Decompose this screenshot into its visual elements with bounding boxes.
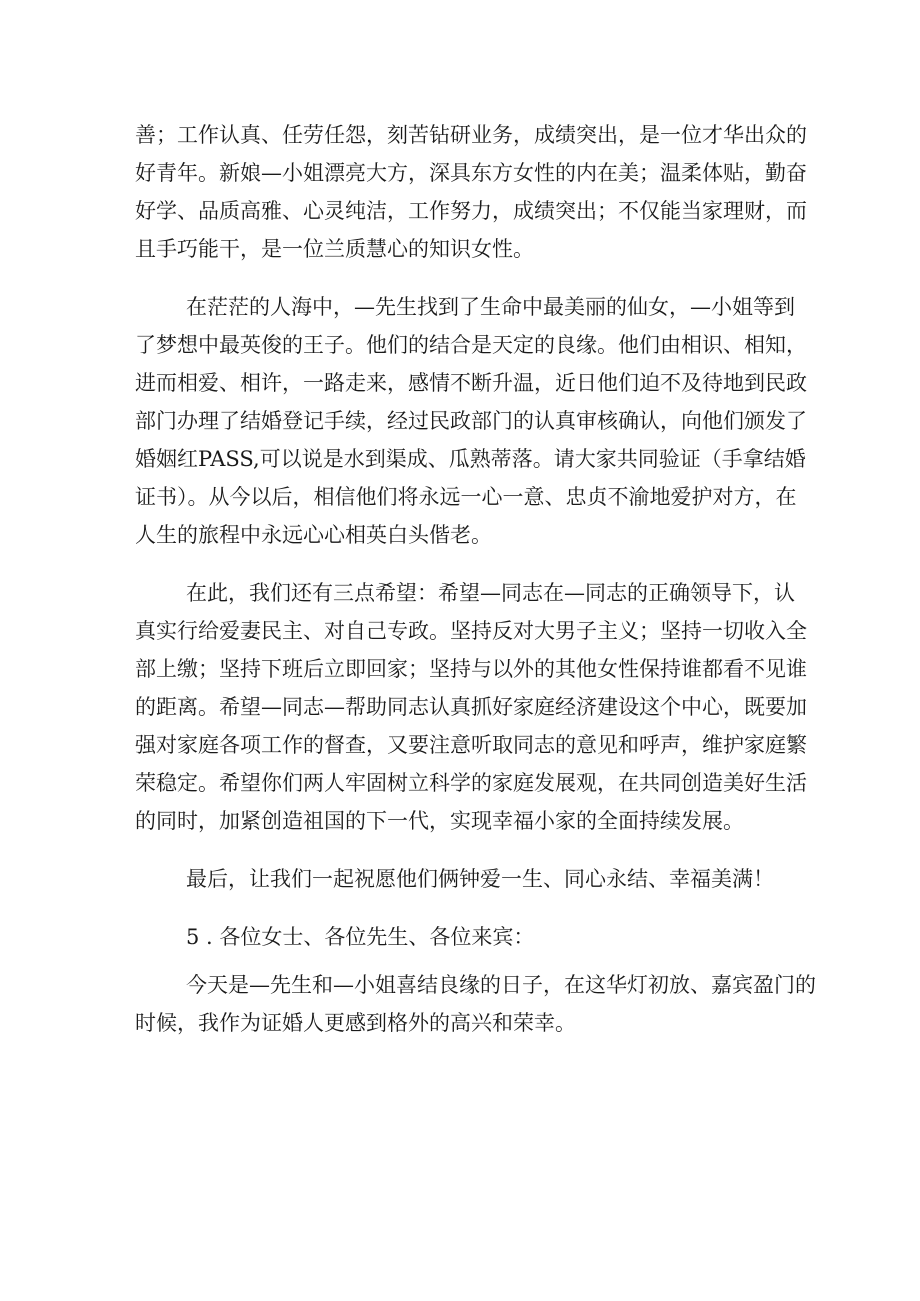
text-line: 了梦想中最英俊的王子。他们的结合是天定的良缘。他们由相识、相知， bbox=[135, 333, 807, 357]
text-line: 的距离。希望—同志—帮助同志认真抓好家庭经济建设这个中心，既要加 bbox=[135, 695, 807, 719]
text-line: 最后，让我们一起祝愿他们俩钟爱一生、同心永结、幸福美满！ bbox=[186, 867, 774, 891]
text-line: 荣稳定。希望你们两人牢固树立科学的家庭发展观，在共同创造美好生活 bbox=[135, 771, 807, 795]
text-line: 强对家庭各项工作的督查，又要注意听取同志的意见和呼声，维护家庭繁 bbox=[135, 733, 807, 757]
text-line: 5 . 各位女士、各位先生、各位来宾： bbox=[186, 925, 535, 949]
text-line: 证书）。从今以后，相信他们将永远一心一意、忠贞不渝地爱护对方，在 bbox=[135, 485, 797, 509]
text-line: 部上缴；坚持下班后立即回家；坚持与以外的其他女性保持谁都看不见谁 bbox=[135, 657, 807, 681]
text-line: 真实行给爱妻民主、对自己专政。坚持反对大男子主义；坚持一切收入全 bbox=[135, 619, 807, 643]
text-line: 好学、品质高雅、心灵纯洁，工作努力，成绩突出；不仅能当家理财，而 bbox=[135, 199, 807, 223]
document-body bbox=[135, 116, 816, 1042]
text-line: 善；工作认真、任劳任怨，刻苦钻研业务，成绩突出，是一位才华出众的 bbox=[135, 123, 807, 147]
text-line: 今天是—先生和—小姐喜结良缘的日子，在这华灯初放、嘉宾盈门的 bbox=[186, 973, 816, 997]
text-line: 且手巧能干，是一位兰质慧心的知识女性。 bbox=[135, 237, 534, 261]
section-heading-5 bbox=[135, 918, 785, 956]
text-line: 进而相爱、相许，一路走来，感情不断升温，近日他们迫不及待地到民政 bbox=[135, 371, 807, 395]
text-line: 人生的旅程中永远心心相英白头偕老。 bbox=[135, 523, 492, 547]
paragraph-three-hopes bbox=[135, 574, 807, 840]
text-line: 部门办理了结婚登记手续，经过民政部门的认真审核确认，向他们颁发了 bbox=[135, 409, 807, 433]
paragraph-final-wishes bbox=[135, 860, 785, 898]
paragraph-couple-description bbox=[135, 116, 807, 268]
text-line: 在此，我们还有三点希望：希望—同志在—同志的正确领导下，认 bbox=[186, 581, 795, 605]
text-line: 好青年。新娘—小姐漂亮大方，深具东方女性的内在美；温柔体贴，勤奋 bbox=[135, 161, 807, 185]
text-line: 婚姻红PASS,可以说是水到渠成、瓜熟蒂落。请大家共同验证（手拿结婚 bbox=[135, 447, 806, 471]
text-line: 时候，我作为证婚人更感到格外的高兴和荣幸。 bbox=[135, 1011, 576, 1035]
text-line: 的同时，加紧创造祖国的下一代，实现幸福小家的全面持续发展。 bbox=[135, 809, 744, 833]
text-line: 在茫茫的人海中，—先生找到了生命中最美丽的仙女，—小姐等到 bbox=[186, 295, 795, 319]
paragraph-opening bbox=[135, 966, 816, 1042]
paragraph-marriage-certificate bbox=[135, 288, 807, 554]
